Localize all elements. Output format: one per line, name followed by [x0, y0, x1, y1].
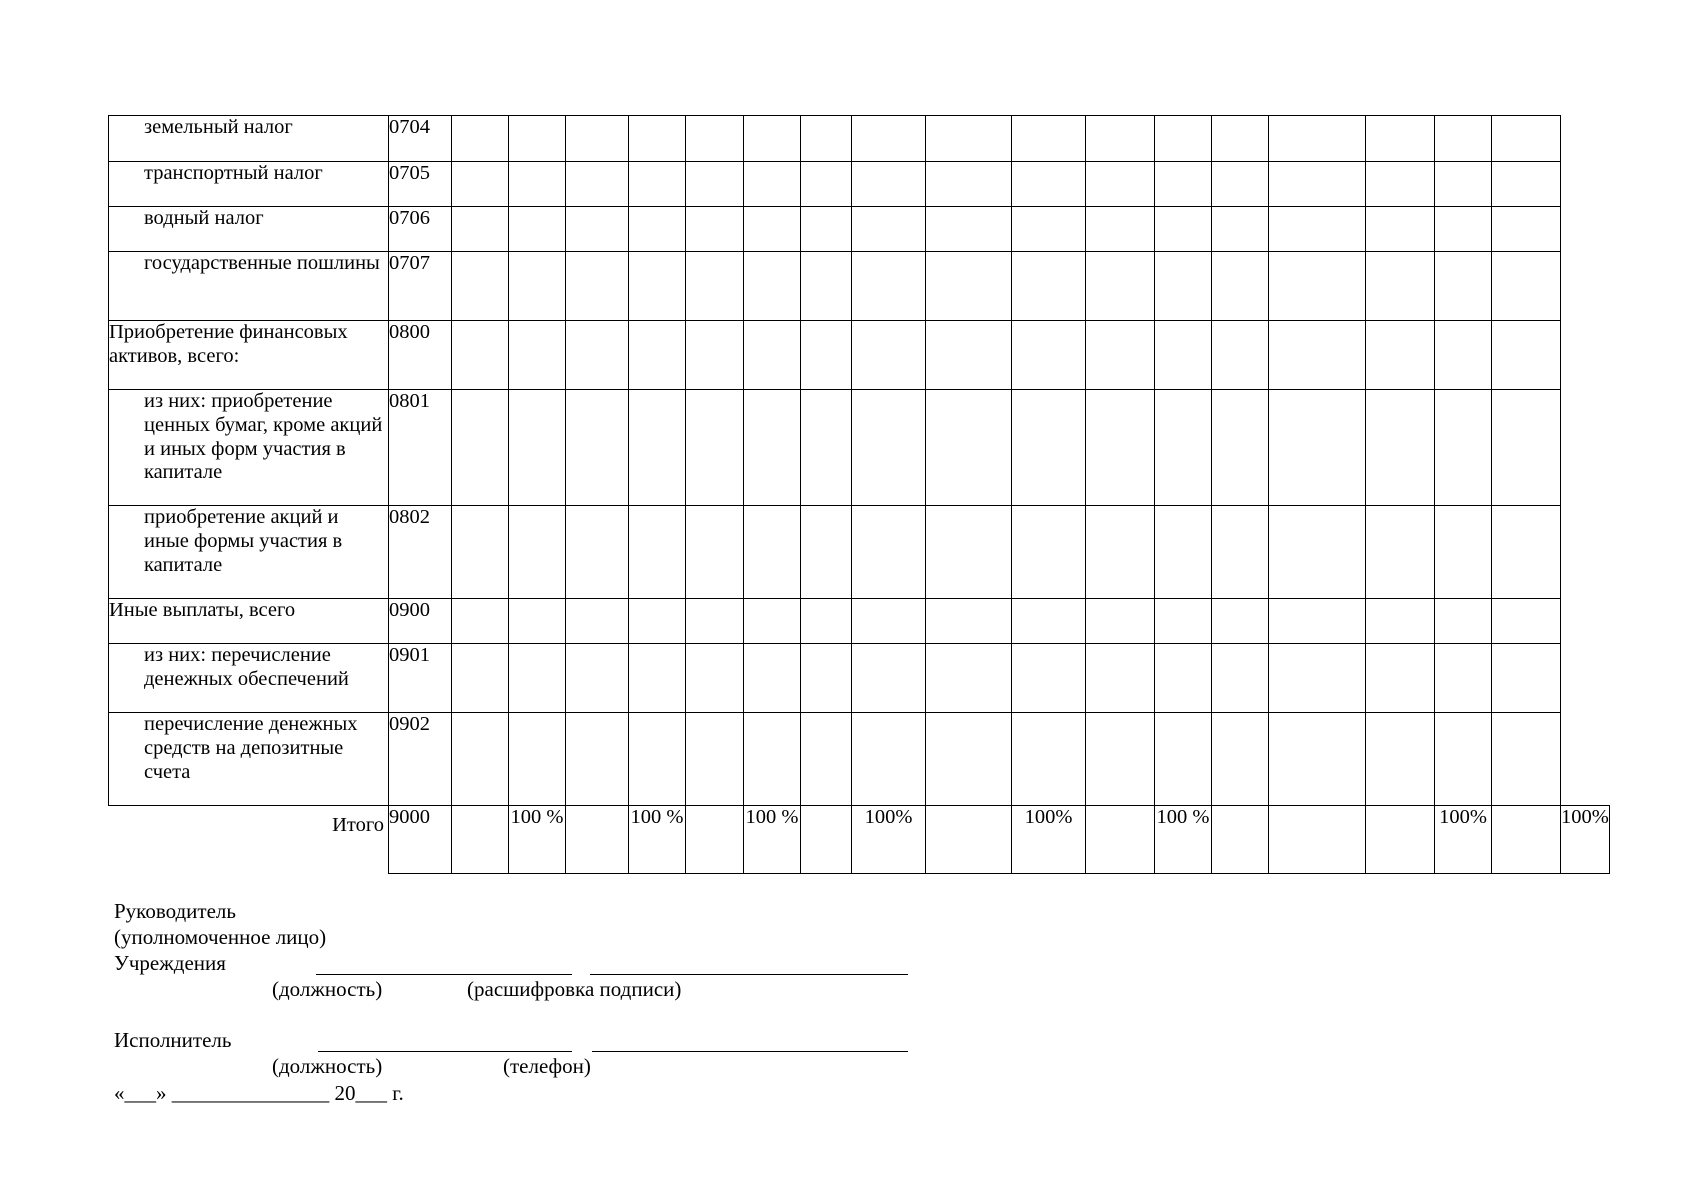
- data-cell[interactable]: [686, 599, 744, 644]
- position-caption: (должность): [272, 977, 383, 1001]
- data-cell[interactable]: [744, 321, 801, 390]
- data-cell[interactable]: [926, 252, 1012, 321]
- data-cell[interactable]: [852, 713, 926, 806]
- data-cell[interactable]: [1435, 506, 1492, 599]
- total-cell[interactable]: [1086, 806, 1155, 874]
- data-cell[interactable]: [566, 644, 629, 713]
- data-cell[interactable]: [566, 116, 629, 162]
- data-cell[interactable]: [1086, 252, 1155, 321]
- data-cell[interactable]: [629, 644, 686, 713]
- date-line: «___» _______________ 20___ г.: [114, 1081, 404, 1105]
- data-cell[interactable]: [1155, 506, 1212, 599]
- data-cell[interactable]: [1086, 116, 1155, 162]
- row-code: 0901: [389, 644, 452, 713]
- data-cell[interactable]: [1435, 713, 1492, 806]
- row-code: 0706: [389, 207, 452, 252]
- row-code: 0705: [389, 162, 452, 207]
- data-cell[interactable]: [926, 321, 1012, 390]
- data-cell[interactable]: [1366, 599, 1435, 644]
- data-cell[interactable]: [1155, 390, 1212, 506]
- data-cell[interactable]: [1492, 252, 1561, 321]
- table-row: [109, 162, 1610, 207]
- data-cell[interactable]: [452, 321, 509, 390]
- total-cell[interactable]: [1269, 806, 1366, 874]
- data-cell[interactable]: [1086, 599, 1155, 644]
- data-cell[interactable]: [852, 207, 926, 252]
- data-cell[interactable]: [852, 506, 926, 599]
- data-cell[interactable]: [1366, 713, 1435, 806]
- data-cell[interactable]: [744, 162, 801, 207]
- data-cell[interactable]: [452, 162, 509, 207]
- data-cell[interactable]: [1366, 506, 1435, 599]
- data-cell[interactable]: [1155, 252, 1212, 321]
- data-cell[interactable]: [452, 252, 509, 321]
- data-cell[interactable]: [1012, 644, 1086, 713]
- data-cell[interactable]: [1212, 162, 1269, 207]
- row-code: 0900: [389, 599, 452, 644]
- total-cell[interactable]: [566, 806, 629, 874]
- data-cell[interactable]: [1435, 599, 1492, 644]
- data-cell[interactable]: [629, 713, 686, 806]
- data-cell[interactable]: [686, 506, 744, 599]
- row-label: транспортный налог: [109, 162, 389, 207]
- data-cell[interactable]: [452, 713, 509, 806]
- data-cell[interactable]: [1269, 321, 1366, 390]
- data-cell[interactable]: [744, 506, 801, 599]
- data-cell[interactable]: [1155, 321, 1212, 390]
- data-cell[interactable]: [509, 390, 566, 506]
- data-cell[interactable]: [1366, 207, 1435, 252]
- data-cell[interactable]: [629, 599, 686, 644]
- data-cell[interactable]: [1269, 599, 1366, 644]
- data-cell[interactable]: [1012, 207, 1086, 252]
- data-cell[interactable]: [629, 321, 686, 390]
- data-cell[interactable]: [1269, 207, 1366, 252]
- data-cell[interactable]: [686, 116, 744, 162]
- total-cell[interactable]: [926, 806, 1012, 874]
- data-cell[interactable]: [1366, 162, 1435, 207]
- data-cell[interactable]: [744, 390, 801, 506]
- data-cell[interactable]: [452, 506, 509, 599]
- row-label: Приобретение финансовых активов, всего:: [109, 321, 389, 390]
- data-cell[interactable]: [566, 713, 629, 806]
- data-cell[interactable]: [509, 252, 566, 321]
- data-cell[interactable]: [744, 252, 801, 321]
- data-cell[interactable]: [1366, 116, 1435, 162]
- data-cell[interactable]: [1212, 207, 1269, 252]
- decoding-signature-line[interactable]: [590, 974, 908, 975]
- total-percent-cell: 100%: [1012, 806, 1086, 874]
- authorized-person-label: (уполномоченное лицо): [114, 925, 327, 949]
- table-row: [109, 390, 1610, 506]
- data-cell[interactable]: [629, 252, 686, 321]
- data-cell[interactable]: [801, 713, 852, 806]
- data-cell[interactable]: [566, 321, 629, 390]
- data-cell[interactable]: [1212, 713, 1269, 806]
- data-cell[interactable]: [686, 644, 744, 713]
- data-cell[interactable]: [1086, 321, 1155, 390]
- data-cell[interactable]: [629, 116, 686, 162]
- data-cell[interactable]: [801, 207, 852, 252]
- total-percent-cell: 100%: [1561, 806, 1610, 874]
- total-cell[interactable]: [1492, 806, 1561, 874]
- data-cell[interactable]: [1366, 252, 1435, 321]
- row-label: водный налог: [109, 207, 389, 252]
- total-label: Итого: [109, 806, 389, 874]
- data-cell[interactable]: [629, 207, 686, 252]
- data-cell[interactable]: [686, 713, 744, 806]
- total-row: [109, 806, 1610, 874]
- data-cell[interactable]: [1212, 321, 1269, 390]
- table-row: [109, 644, 1610, 713]
- row-label: из них: приобретение ценных бумаг, кроме акций и иных форм участия в капитале: [109, 390, 389, 506]
- executor-label: Исполнитель: [114, 1028, 232, 1052]
- data-cell[interactable]: [801, 644, 852, 713]
- total-percent-cell: 100 %: [629, 806, 686, 874]
- data-cell[interactable]: [509, 321, 566, 390]
- table-row: [109, 207, 1610, 252]
- data-cell[interactable]: [452, 644, 509, 713]
- data-cell[interactable]: [926, 506, 1012, 599]
- row-label: земельный налог: [109, 116, 389, 162]
- data-cell[interactable]: [452, 599, 509, 644]
- data-cell[interactable]: [852, 599, 926, 644]
- data-cell[interactable]: [744, 116, 801, 162]
- data-cell[interactable]: [744, 207, 801, 252]
- data-cell[interactable]: [1212, 644, 1269, 713]
- data-cell[interactable]: [1366, 644, 1435, 713]
- data-cell[interactable]: [1212, 506, 1269, 599]
- data-cell[interactable]: [686, 162, 744, 207]
- data-cell[interactable]: [1212, 116, 1269, 162]
- data-cell[interactable]: [1012, 390, 1086, 506]
- data-cell[interactable]: [1012, 713, 1086, 806]
- data-cell[interactable]: [509, 713, 566, 806]
- data-cell[interactable]: [744, 713, 801, 806]
- row-code: 0704: [389, 116, 452, 162]
- total-cell[interactable]: [801, 806, 852, 874]
- data-cell[interactable]: [629, 162, 686, 207]
- data-cell[interactable]: [1492, 390, 1561, 506]
- data-cell[interactable]: [852, 390, 926, 506]
- data-cell[interactable]: [926, 644, 1012, 713]
- data-cell[interactable]: [801, 116, 852, 162]
- data-cell[interactable]: [509, 116, 566, 162]
- executor-position-line[interactable]: [318, 1051, 572, 1052]
- data-cell[interactable]: [1435, 321, 1492, 390]
- data-cell[interactable]: [744, 599, 801, 644]
- data-cell[interactable]: [1086, 713, 1155, 806]
- data-cell[interactable]: [686, 252, 744, 321]
- data-cell[interactable]: [686, 390, 744, 506]
- data-cell[interactable]: [509, 599, 566, 644]
- data-cell[interactable]: [566, 506, 629, 599]
- total-percent-cell: 100 %: [1155, 806, 1212, 874]
- total-cell[interactable]: [452, 806, 509, 874]
- data-cell[interactable]: [509, 207, 566, 252]
- data-cell[interactable]: [852, 644, 926, 713]
- row-label: Иные выплаты, всего: [109, 599, 389, 644]
- data-cell[interactable]: [1492, 116, 1561, 162]
- data-cell[interactable]: [1435, 116, 1492, 162]
- data-cell[interactable]: [566, 207, 629, 252]
- data-cell[interactable]: [1269, 116, 1366, 162]
- data-cell[interactable]: [1155, 207, 1212, 252]
- data-cell[interactable]: [1155, 116, 1212, 162]
- total-code: 9000: [389, 806, 452, 874]
- data-cell[interactable]: [1492, 506, 1561, 599]
- data-cell[interactable]: [1492, 207, 1561, 252]
- position-caption-2: (должность): [272, 1054, 383, 1078]
- data-cell[interactable]: [801, 390, 852, 506]
- row-code: 0801: [389, 390, 452, 506]
- data-cell[interactable]: [926, 390, 1012, 506]
- row-code: 0902: [389, 713, 452, 806]
- table-row: [109, 506, 1610, 599]
- data-cell[interactable]: [686, 321, 744, 390]
- data-cell[interactable]: [1155, 599, 1212, 644]
- table-row: [109, 713, 1610, 806]
- data-cell[interactable]: [1086, 506, 1155, 599]
- data-cell[interactable]: [1086, 162, 1155, 207]
- position-signature-line[interactable]: [316, 974, 572, 975]
- data-cell[interactable]: [1212, 599, 1269, 644]
- data-cell[interactable]: [801, 506, 852, 599]
- institution-label: Учреждения: [114, 951, 226, 975]
- data-cell[interactable]: [1086, 644, 1155, 713]
- row-label: приобретение акций и иные формы участия в капитале: [109, 506, 389, 599]
- data-cell[interactable]: [926, 713, 1012, 806]
- data-cell[interactable]: [1492, 713, 1561, 806]
- data-cell[interactable]: [566, 599, 629, 644]
- data-cell[interactable]: [629, 506, 686, 599]
- data-cell[interactable]: [509, 506, 566, 599]
- table-row: [109, 321, 1610, 390]
- data-cell[interactable]: [1435, 644, 1492, 713]
- data-cell[interactable]: [1155, 713, 1212, 806]
- data-cell[interactable]: [801, 321, 852, 390]
- row-code: 0802: [389, 506, 452, 599]
- data-cell[interactable]: [1212, 252, 1269, 321]
- data-cell[interactable]: [1269, 644, 1366, 713]
- phone-caption: (телефон): [503, 1054, 591, 1078]
- data-cell[interactable]: [1492, 162, 1561, 207]
- data-cell[interactable]: [1435, 390, 1492, 506]
- data-cell[interactable]: [1269, 506, 1366, 599]
- report-table: [108, 115, 1610, 874]
- data-cell[interactable]: [452, 207, 509, 252]
- data-cell[interactable]: [452, 390, 509, 506]
- data-cell[interactable]: [852, 321, 926, 390]
- data-cell[interactable]: [1366, 321, 1435, 390]
- data-cell[interactable]: [452, 116, 509, 162]
- data-cell[interactable]: [629, 390, 686, 506]
- data-cell[interactable]: [926, 162, 1012, 207]
- row-code: 0800: [389, 321, 452, 390]
- data-cell[interactable]: [1435, 207, 1492, 252]
- data-cell[interactable]: [801, 252, 852, 321]
- row-label: из них: перечисление денежных обеспечений: [109, 644, 389, 713]
- data-cell[interactable]: [1012, 116, 1086, 162]
- data-cell[interactable]: [1212, 390, 1269, 506]
- data-cell[interactable]: [1012, 252, 1086, 321]
- data-cell[interactable]: [686, 207, 744, 252]
- data-cell[interactable]: [1435, 252, 1492, 321]
- data-cell[interactable]: [509, 162, 566, 207]
- data-cell[interactable]: [1012, 162, 1086, 207]
- data-cell[interactable]: [1492, 599, 1561, 644]
- data-cell[interactable]: [1492, 321, 1561, 390]
- data-cell[interactable]: [1155, 644, 1212, 713]
- row-code: 0707: [389, 252, 452, 321]
- table-row: [109, 252, 1610, 321]
- data-cell[interactable]: [1012, 599, 1086, 644]
- data-cell[interactable]: [744, 644, 801, 713]
- data-cell[interactable]: [1492, 644, 1561, 713]
- data-cell[interactable]: [926, 116, 1012, 162]
- data-cell[interactable]: [852, 162, 926, 207]
- data-cell[interactable]: [852, 116, 926, 162]
- table-row: [109, 599, 1610, 644]
- total-cell[interactable]: [1366, 806, 1435, 874]
- data-cell[interactable]: [1012, 321, 1086, 390]
- total-cell[interactable]: [686, 806, 744, 874]
- data-cell[interactable]: [1269, 713, 1366, 806]
- data-cell[interactable]: [566, 162, 629, 207]
- data-cell[interactable]: [1435, 162, 1492, 207]
- table-row: [109, 116, 1610, 162]
- data-cell[interactable]: [1269, 390, 1366, 506]
- data-cell[interactable]: [1269, 252, 1366, 321]
- total-cell[interactable]: [1212, 806, 1269, 874]
- data-cell[interactable]: [801, 162, 852, 207]
- data-cell[interactable]: [1086, 390, 1155, 506]
- data-cell[interactable]: [801, 599, 852, 644]
- data-cell[interactable]: [509, 644, 566, 713]
- row-label: перечисление денежных средств на депозитные счета: [109, 713, 389, 806]
- data-cell[interactable]: [926, 207, 1012, 252]
- decoding-caption: (расшифровка подписи): [467, 977, 682, 1001]
- data-cell[interactable]: [1086, 207, 1155, 252]
- data-cell[interactable]: [1155, 162, 1212, 207]
- data-cell[interactable]: [566, 252, 629, 321]
- executor-phone-line[interactable]: [592, 1051, 908, 1052]
- data-cell[interactable]: [566, 390, 629, 506]
- head-label: Руководитель: [114, 899, 236, 923]
- total-percent-cell: 100 %: [509, 806, 566, 874]
- row-label: государственные пошлины: [109, 252, 389, 321]
- data-cell[interactable]: [1366, 390, 1435, 506]
- total-percent-cell: 100%: [852, 806, 926, 874]
- data-cell[interactable]: [1269, 162, 1366, 207]
- data-cell[interactable]: [1012, 506, 1086, 599]
- total-percent-cell: 100%: [1435, 806, 1492, 874]
- data-cell[interactable]: [926, 599, 1012, 644]
- total-percent-cell: 100 %: [744, 806, 801, 874]
- data-cell[interactable]: [852, 252, 926, 321]
